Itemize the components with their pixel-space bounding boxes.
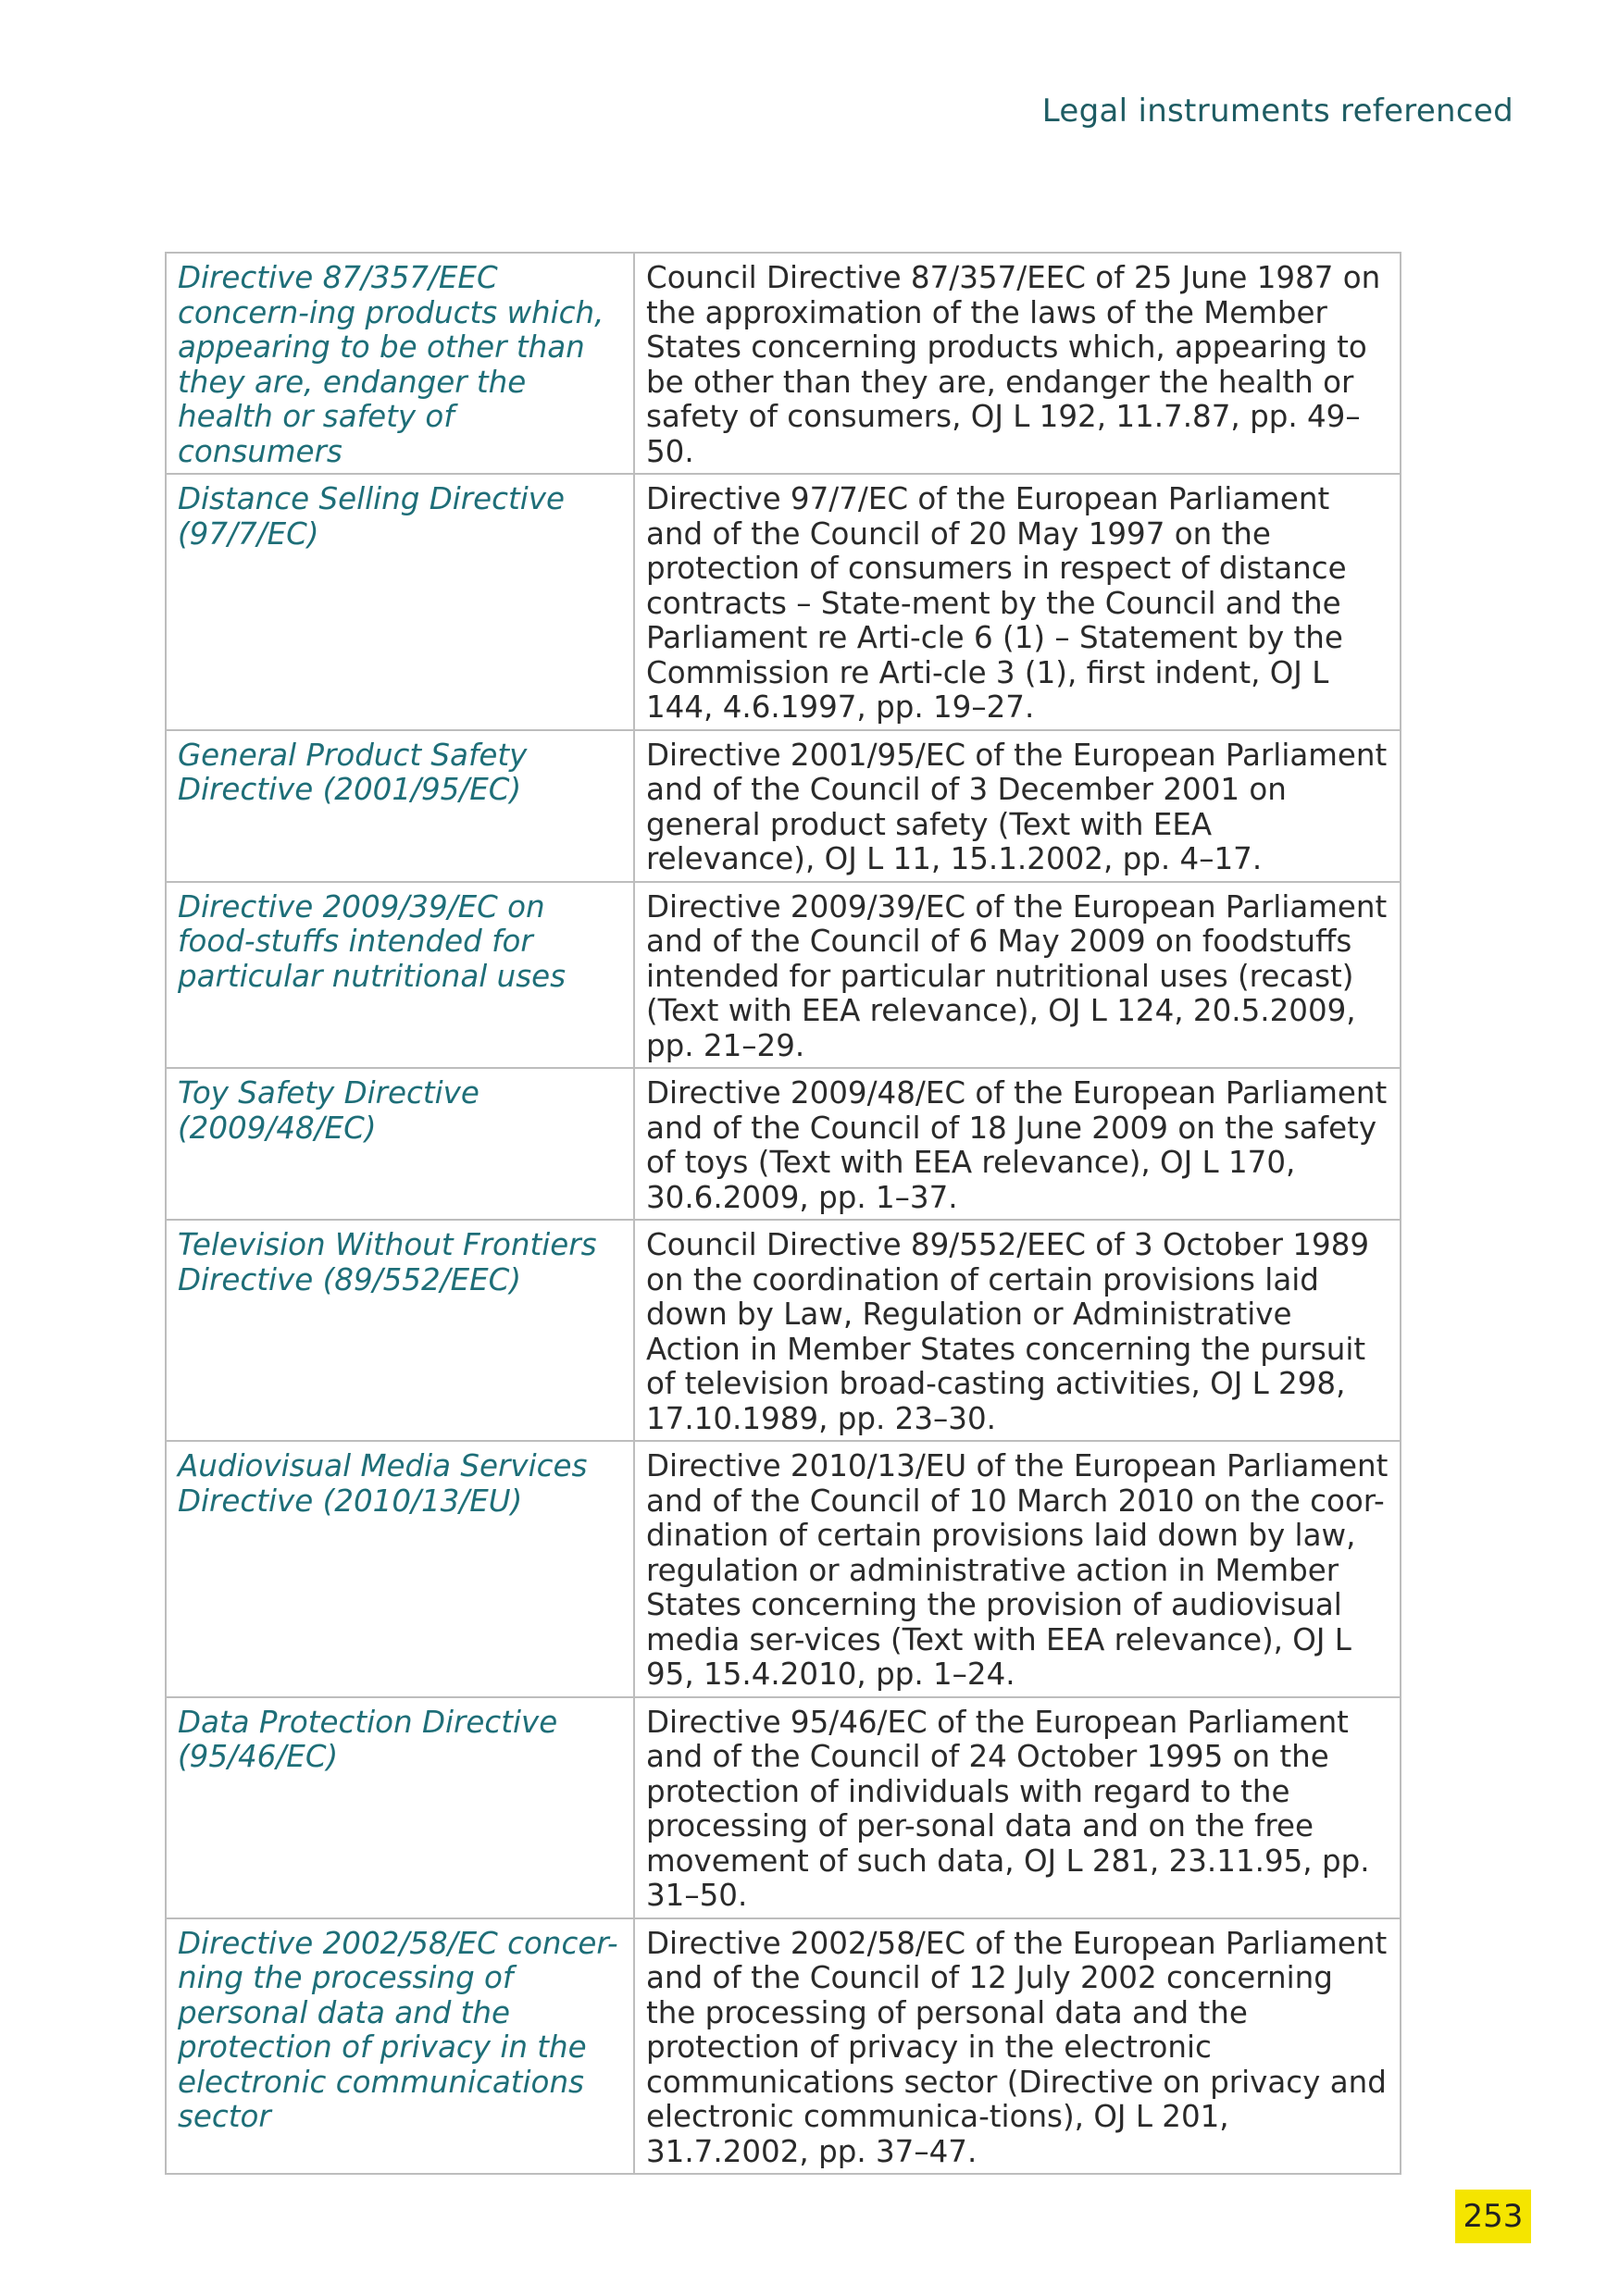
full-title-cell: Directive 2009/39/EC of the European Parliament and of the Council of 6 May 2009 on foodstuffs intended for particular nutritional uses (recast) (Text with EEA relevance), OJ L 124, 20.5.2009, pp. 21–29. bbox=[634, 882, 1401, 1069]
short-title-cell: General Product Safety Directive (2001/95/EC) bbox=[166, 730, 634, 882]
short-title-cell: Toy Safety Directive (2009/48/EC) bbox=[166, 1068, 634, 1220]
page-number-badge: 253 bbox=[1455, 2190, 1531, 2243]
table-row bbox=[166, 1220, 1401, 1441]
running-header-title: Legal instruments referenced bbox=[1041, 93, 1513, 130]
full-title-cell: Directive 2009/48/EC of the European Parliament and of the Council of 18 June 2009 on the safety of toys (Text with EEA relevance), OJ L 170, 30.6.2009, pp. 1–37. bbox=[634, 1068, 1401, 1220]
table-row bbox=[166, 253, 1401, 474]
full-title-cell: Directive 2010/13/EU of the European Parliament and of the Council of 10 March 2010 on the coor-dination of certain provisions laid down by law, regulation or administrative action in Member States concerning the provision of audiovisual media ser-vices (Text with EEA relevance), OJ L 95, 15.4.2010, pp. 1–24. bbox=[634, 1441, 1401, 1697]
full-title-cell: Directive 95/46/EC of the European Parliament and of the Council of 24 October 1995 on the protection of individuals with regard to the processing of per-sonal data and on the free movement of such data, OJ L 281, 23.11.95, pp. 31–50. bbox=[634, 1697, 1401, 1918]
full-title-cell: Directive 2002/58/EC of the European Parliament and of the Council of 12 July 2002 concerning the processing of personal data and the protection of privacy in the electronic communications sector (Directive on privacy and electronic communica-tions), OJ L 201, 31.7.2002, pp. 37–47. bbox=[634, 1918, 1401, 2175]
table-row bbox=[166, 1918, 1401, 2175]
short-title-cell: Data Protection Directive (95/46/EC) bbox=[166, 1697, 634, 1918]
table-row bbox=[166, 1697, 1401, 1918]
full-title-cell: Council Directive 89/552/EEC of 3 October 1989 on the coordination of certain provisions laid down by Law, Regulation or Administrative Action in Member States concerning the pursuit of television broad-casting activities, OJ L 298, 17.10.1989, pp. 23–30. bbox=[634, 1220, 1401, 1441]
short-title-cell: Directive 2002/58/EC concer-ning the processing of personal data and the protection of privacy in the electronic communications sector bbox=[166, 1918, 634, 2175]
full-title-cell: Directive 2001/95/EC of the European Parliament and of the Council of 3 December 2001 on general product safety (Text with EEA relevance), OJ L 11, 15.1.2002, pp. 4–17. bbox=[634, 730, 1401, 882]
short-title-cell: Distance Selling Directive (97/7/EC) bbox=[166, 474, 634, 730]
full-title-cell: Council Directive 87/357/EEC of 25 June 1987 on the approximation of the laws of the Member States concerning products which, appearing to be other than they are, endanger the health or safety of consumers, OJ L 192, 11.7.87, pp. 49–50. bbox=[634, 253, 1401, 474]
table-row bbox=[166, 882, 1401, 1069]
legal-instruments-table bbox=[165, 252, 1401, 2175]
table-row bbox=[166, 1068, 1401, 1220]
table-row bbox=[166, 730, 1401, 882]
table-row bbox=[166, 474, 1401, 730]
table-row bbox=[166, 1441, 1401, 1697]
short-title-cell: Audiovisual Media Services Directive (2010/13/EU) bbox=[166, 1441, 634, 1697]
short-title-cell: Television Without Frontiers Directive (89/552/EEC) bbox=[166, 1220, 634, 1441]
short-title-cell: Directive 2009/39/EC on food-stuffs intended for particular nutritional uses bbox=[166, 882, 634, 1069]
full-title-cell: Directive 97/7/EC of the European Parliament and of the Council of 20 May 1997 on the protection of consumers in respect of distance contracts – State-ment by the Council and the Parliament re Arti-cle 6 (1) – Statement by the Commission re Arti-cle 3 (1), first indent, OJ L 144, 4.6.1997, pp. 19–27. bbox=[634, 474, 1401, 730]
short-title-cell: Directive 87/357/EEC concern-ing products which, appearing to be other than they are, endanger the health or safety of consumers bbox=[166, 253, 634, 474]
